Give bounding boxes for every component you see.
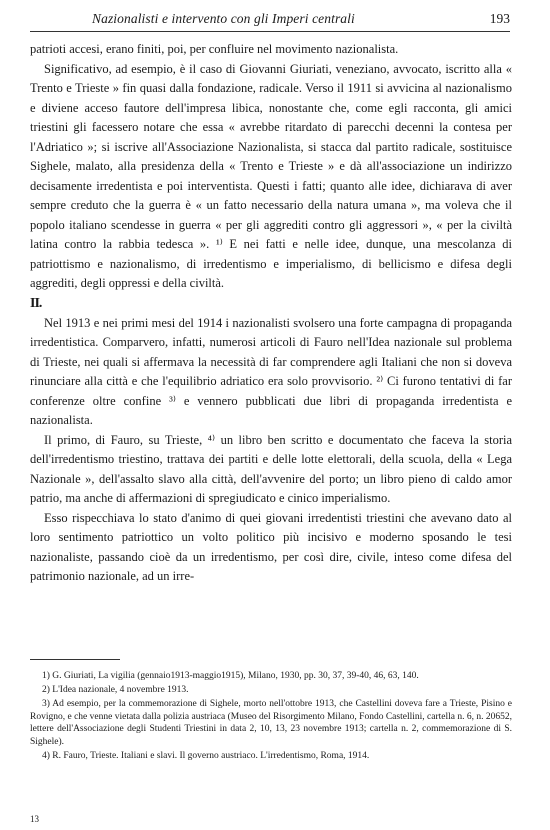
paragraph: Il primo, di Fauro, su Trieste, ⁴⁾ un libro ben scritto e documentato che faceva la storia dell'irredentismo triestino, trattava dei partiti e delle lotte elettorali, della scuola, della « Lega Nazionale », dell'assalto slavo alla città, dell'avvenire del porto; un libro pieno di caldo amor patrio, ma anche di affermazioni di spregiudicato e cinico imperialismo. [30,432,512,505]
section-break [30,294,512,314]
footnote: 2) L'Idea nazionale, 4 novembre 1913. [42,685,189,695]
footnote: 1) G. Giuriati, La vigilia (gennaio1913-maggio1915), Milano, 1930, pp. 30, 37, 39-40, 46, 63, 140. [42,671,419,681]
paragraph: Esso rispecchiava lo stato d'animo di quei giovani irredentisti triestini che avevano dato al loro sentimento patriottico un volto politico più incisivo e moderno sposando le tesi nazionaliste, passando cioè da un irredentismo, per così dire, civile, inteso come difesa del patrimonio nazionale, ad un irre- [30,510,512,583]
section-mark: II. [30,295,42,311]
body-text [30,40,512,587]
footnote: 3) Ad esempio, per la commemorazione di Sighele, morto nell'ottobre 1913, che Castellini doveva fare a Trieste, Pisino e Rovigno, e che venne vietata dalla polizia austriaca (Museo del Risorgimento Milano, Fondo Castellini, cartella n. 6, n. 20652, lettere dell'Associazione degli Studenti Triestini in data 2, 10, 13, 23 novembre 1913; cartella n. 2, commemorazione di S. Sighele). [30,699,512,747]
header-rule [30,31,510,32]
page-number: 193 [489,11,510,26]
paragraph: Nel 1913 e nei primi mesi del 1914 i nazionalisti svolsero una forte campagna di propaganda irredentistica. Comparvero, infatti, numerosi articoli di Fauro nell'Idea nazionale sul problema di Trieste, nei quali si affermava la necessità di far comprendere agli Italiani che non si doveva rinunciare alla città e che l'equilibrio adriatico era solo provvisorio. ²⁾ Ci furono tentativi di far conferenze oltre confine ³⁾ e vennero pubblicati due libri di propaganda irredentista e nazionalista. [30,315,512,427]
footnote: 4) R. Fauro, Trieste. Italiani e slavi. Il governo austriaco. L'irredentismo, Roma, 1914. [42,750,370,761]
paragraph: Significativo, ad esempio, è il caso di Giovanni Giuriati, veneziano, avvocato, iscritto alla « Trento e Trieste » fin quasi dalla fondazione, radicale. Verso il 1911 si avvicina al nazionalismo e diviene acceso fautore dell'impresa libica, nonostante che, come egli racconta, gli amici triestini gli facessero notare che essa « avrebbe ritardato di parecchi decenni la contesa per l'Adriatico »; si iscrive all'Associazione Nazionalista, si stacca dal partito radicale, sostituisce Sighele, malato, alla presidenza della « Trento e Trieste » e dà all'associazione un indirizzo decisamente irredentista e poi interventista. Questi i fatti; quanto alle idee, dichiarava di aver sempre creduto che la guerra è « un fatto necessario della natura umana », ma voleva che il popolo italiano scendesse in guerra « per gli aggrediti contro gli aggressori », « per la civiltà latina contro la rabbia tedesca ». ¹⁾ E nei fatti e nelle idee, dunque, una mescolanza di patriottismo e nazionalismo, di irredentismo e imperialismo, di bellicismo e difesa degli aggrediti, degli oppressi e della civiltà. [30,61,512,290]
running-title: Nazionalisti e intervento con gli Imperi centrali [92,11,355,26]
printer-signature: 13 [30,814,39,824]
footnote-rule [30,659,120,660]
footnotes [30,670,512,764]
running-header [30,8,510,32]
paragraph: patrioti accesi, erano finiti, poi, per confluire nel movimento nazionalista. [30,42,399,56]
